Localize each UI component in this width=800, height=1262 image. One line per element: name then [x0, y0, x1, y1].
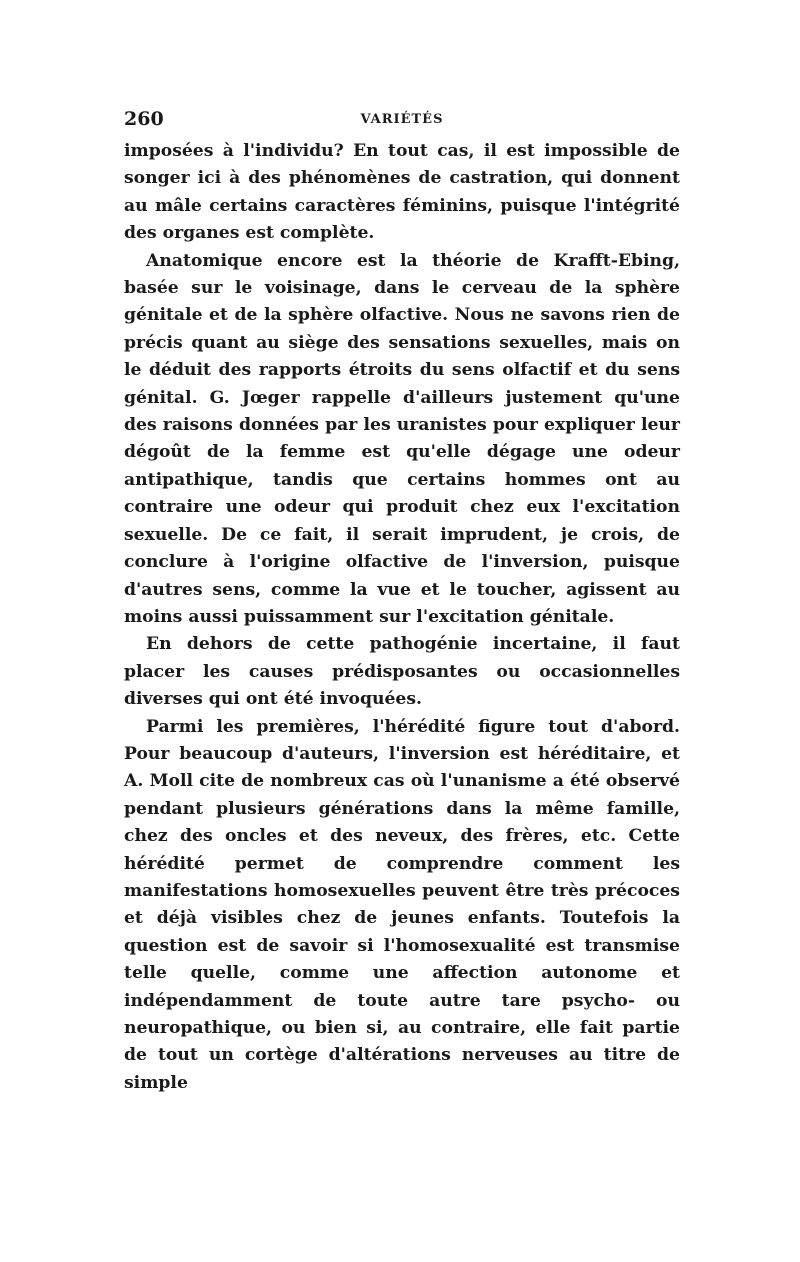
paragraph-pathogenie: En dehors de cette pathogénie incertaine, il faut placer les causes prédisposantes ou occasionnelles diverses qui ont été invoquées. [124, 634, 680, 710]
paragraph-krafft-ebing: Anatomique encore est la théorie de Krafft-Ebing, basée sur le voisinage, dans le cerveau de la sphère génitale et de la sphère olfactive. Nous ne savons rien de précis quant au siège des sensations sexuelles, mais on le déduit des rapports étroits du sens olfactif et du sens génital. G. Jœger rappelle d'ailleurs justement qu'une des raisons données par les uranistes pour expliquer leur dégoût de la femme est qu'elle dégage une odeur antipathique, tandis que certains hommes ont au contraire une odeur qui produit chez eux l'excitation sexuelle. De ce fait, il serait imprudent, je crois, de conclure à l'origine olfactive de l'inversion, puisque d'autres sens, comme la vue et le toucher, agissent au moins aussi puissamment sur l'excitation génitale. [124, 250, 680, 627]
paragraph-heredite: Parmi les premières, l'hérédité figure tout d'abord. Pour beaucoup d'auteurs, l'inversion est héréditaire, et A. Moll cite de nombreux cas où l'unanisme a été observé pendant plusieurs générations dans la même famille, chez des oncles et des neveux, des frères, etc. Cette hérédité permet de comprendre comment les manifestations homosexuelles peuvent être très précoces et déjà visibles chez de jeunes enfants. Toutefois la question est de savoir si l'homosexualité est transmise telle quelle, comme une affection autonome et indépendamment de toute autre tare psycho- ou neuropathique, ou bien si, au contraire, elle fait partie de tout un cortège d'altérations nerveuses au titre de simple [124, 716, 680, 1093]
book-page [124, 108, 680, 1097]
paragraph-continued: imposées à l'individu? En tout cas, il est impossible de songer ici à des phénomènes de castration, qui donnent au mâle certains caractères féminins, puisque l'intégrité des organes est complète. [124, 141, 680, 244]
running-head: VARIÉTÉS [360, 112, 444, 127]
page-header [124, 108, 680, 138]
page-number: 260 [124, 108, 164, 130]
body-text [124, 138, 680, 1097]
